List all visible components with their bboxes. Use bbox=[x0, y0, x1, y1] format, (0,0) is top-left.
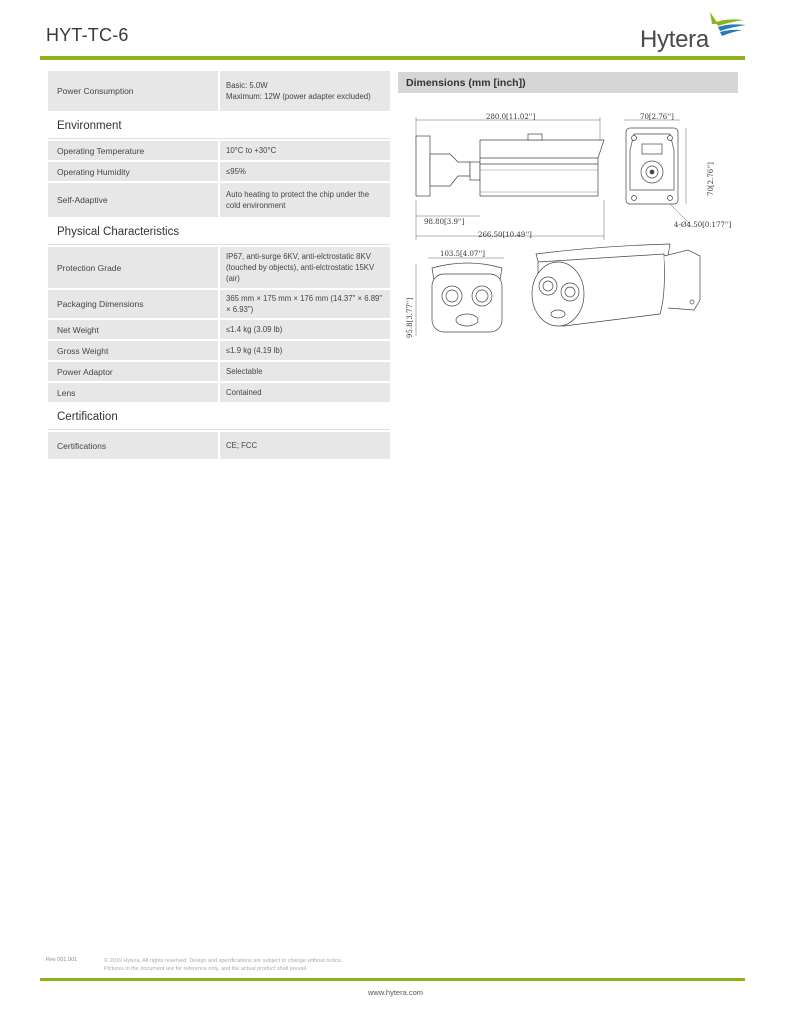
spec-row bbox=[48, 320, 390, 339]
spec-label: Operating Temperature bbox=[48, 141, 218, 160]
dimensions-drawing bbox=[398, 104, 743, 344]
spec-row bbox=[48, 247, 390, 288]
section-heading: Certification bbox=[48, 404, 390, 430]
spec-row bbox=[48, 71, 390, 111]
dim-front-height: 95.8[3.77''] bbox=[406, 297, 414, 338]
camera-front-view bbox=[432, 263, 502, 332]
footer-legal bbox=[104, 957, 343, 973]
spec-row bbox=[48, 141, 390, 160]
spec-value-line: Contained bbox=[226, 388, 262, 397]
hytera-logo bbox=[640, 10, 750, 54]
logo-text: Hytera bbox=[640, 26, 709, 53]
footer-legal-line1: © 2019 Hytera. All rights reserved. Design and specifications are subject to change without notice. bbox=[104, 958, 343, 964]
spec-value-line: Maximum: 12W (power adapter excluded) bbox=[226, 92, 371, 101]
spec-label: Power Consumption bbox=[48, 71, 218, 111]
spec-value-line: Selectable bbox=[226, 367, 263, 376]
spec-value bbox=[220, 247, 390, 288]
spec-label: Net Weight bbox=[48, 320, 218, 339]
spec-value-text bbox=[226, 440, 257, 451]
dim-overall-length: 280.0[11.02''] bbox=[486, 113, 536, 121]
spec-label: Gross Weight bbox=[48, 341, 218, 360]
footer-revision: Rev 001.001 bbox=[46, 957, 78, 963]
dim-holes: 4-Ø4.50[0.177''] bbox=[674, 221, 732, 229]
spec-value bbox=[220, 341, 390, 360]
spec-value-text bbox=[226, 293, 384, 315]
spec-table bbox=[48, 71, 390, 461]
spec-value bbox=[220, 320, 390, 339]
header-divider bbox=[40, 56, 745, 60]
spec-value-line: IP67, anti-surge 6KV, anti-elctrostatic 8KV (touched by objects), anti-elctrostatic 15KV (air) bbox=[226, 252, 375, 283]
camera-perspective-view bbox=[532, 244, 700, 326]
camera-rear-view bbox=[626, 128, 678, 204]
camera-side-view bbox=[416, 134, 604, 196]
spec-value bbox=[220, 383, 390, 402]
dim-side-height: 70[2.76''] bbox=[707, 162, 715, 196]
spec-row bbox=[48, 432, 390, 459]
spec-value-line: Auto heating to protect the chip under the cold environment bbox=[226, 190, 370, 210]
spec-value bbox=[220, 290, 390, 318]
dim-mount-offset: 98.80[3.9''] bbox=[424, 218, 465, 226]
spec-value bbox=[220, 141, 390, 160]
spec-value-line: ≤1.4 kg (3.09 lb) bbox=[226, 325, 283, 334]
spec-row bbox=[48, 341, 390, 360]
spec-value-line: ≤95% bbox=[226, 167, 246, 176]
spec-value-text bbox=[226, 387, 262, 398]
spec-value-text bbox=[226, 345, 282, 356]
spec-value bbox=[220, 183, 390, 217]
spec-value-text bbox=[226, 366, 262, 377]
logo-swoosh-icon bbox=[704, 10, 748, 40]
spec-value bbox=[220, 432, 390, 459]
section-heading: Environment bbox=[48, 113, 390, 139]
spec-value bbox=[220, 71, 390, 111]
spec-label: Operating Humidity bbox=[48, 162, 218, 181]
spec-row bbox=[48, 362, 390, 381]
spec-value bbox=[220, 362, 390, 381]
footer-divider bbox=[40, 978, 745, 981]
spec-value-text bbox=[226, 145, 276, 156]
spec-value-line: CE; FCC bbox=[226, 441, 258, 450]
spec-value-line: ≤1.9 kg (4.19 lb) bbox=[226, 346, 283, 355]
spec-label: Protection Grade bbox=[48, 247, 218, 288]
dim-body-length: 266.50[10.49''] bbox=[478, 231, 532, 239]
spec-value-text bbox=[226, 80, 371, 102]
spec-value-line: 10°C to +30°C bbox=[226, 146, 277, 155]
spec-label: Self-Adaptive bbox=[48, 183, 218, 217]
dim-side-width: 70[2.76''] bbox=[640, 113, 674, 121]
spec-value-text bbox=[226, 324, 282, 335]
spec-label: Lens bbox=[48, 383, 218, 402]
spec-value bbox=[220, 162, 390, 181]
spec-label: Power Adaptor bbox=[48, 362, 218, 381]
spec-row bbox=[48, 383, 390, 402]
page-title: HYT-TC-6 bbox=[46, 25, 129, 45]
dim-front-width: 103.5[4.07''] bbox=[440, 250, 485, 258]
spec-value-line: 365 mm × 175 mm × 176 mm (14.37" × 6.89" × 6.93") bbox=[226, 294, 383, 314]
spec-row bbox=[48, 162, 390, 181]
spec-value-line: Basic: 5.0W bbox=[226, 81, 268, 90]
footer-legal-line2: Pictures in the document are for reference only, and the actual product shall prevail. bbox=[104, 966, 308, 972]
spec-row bbox=[48, 290, 390, 318]
spec-value-text bbox=[226, 166, 246, 177]
section-heading: Physical Characteristics bbox=[48, 219, 390, 245]
spec-label: Packaging Dimensions bbox=[48, 290, 218, 318]
dimensions-header: Dimensions (mm [inch]) bbox=[398, 72, 738, 93]
spec-label: Certifications bbox=[48, 432, 218, 459]
spec-value-text bbox=[226, 251, 384, 284]
footer-url[interactable]: www.hytera.com bbox=[367, 988, 424, 997]
spec-value-text bbox=[226, 189, 384, 211]
spec-row bbox=[48, 183, 390, 217]
